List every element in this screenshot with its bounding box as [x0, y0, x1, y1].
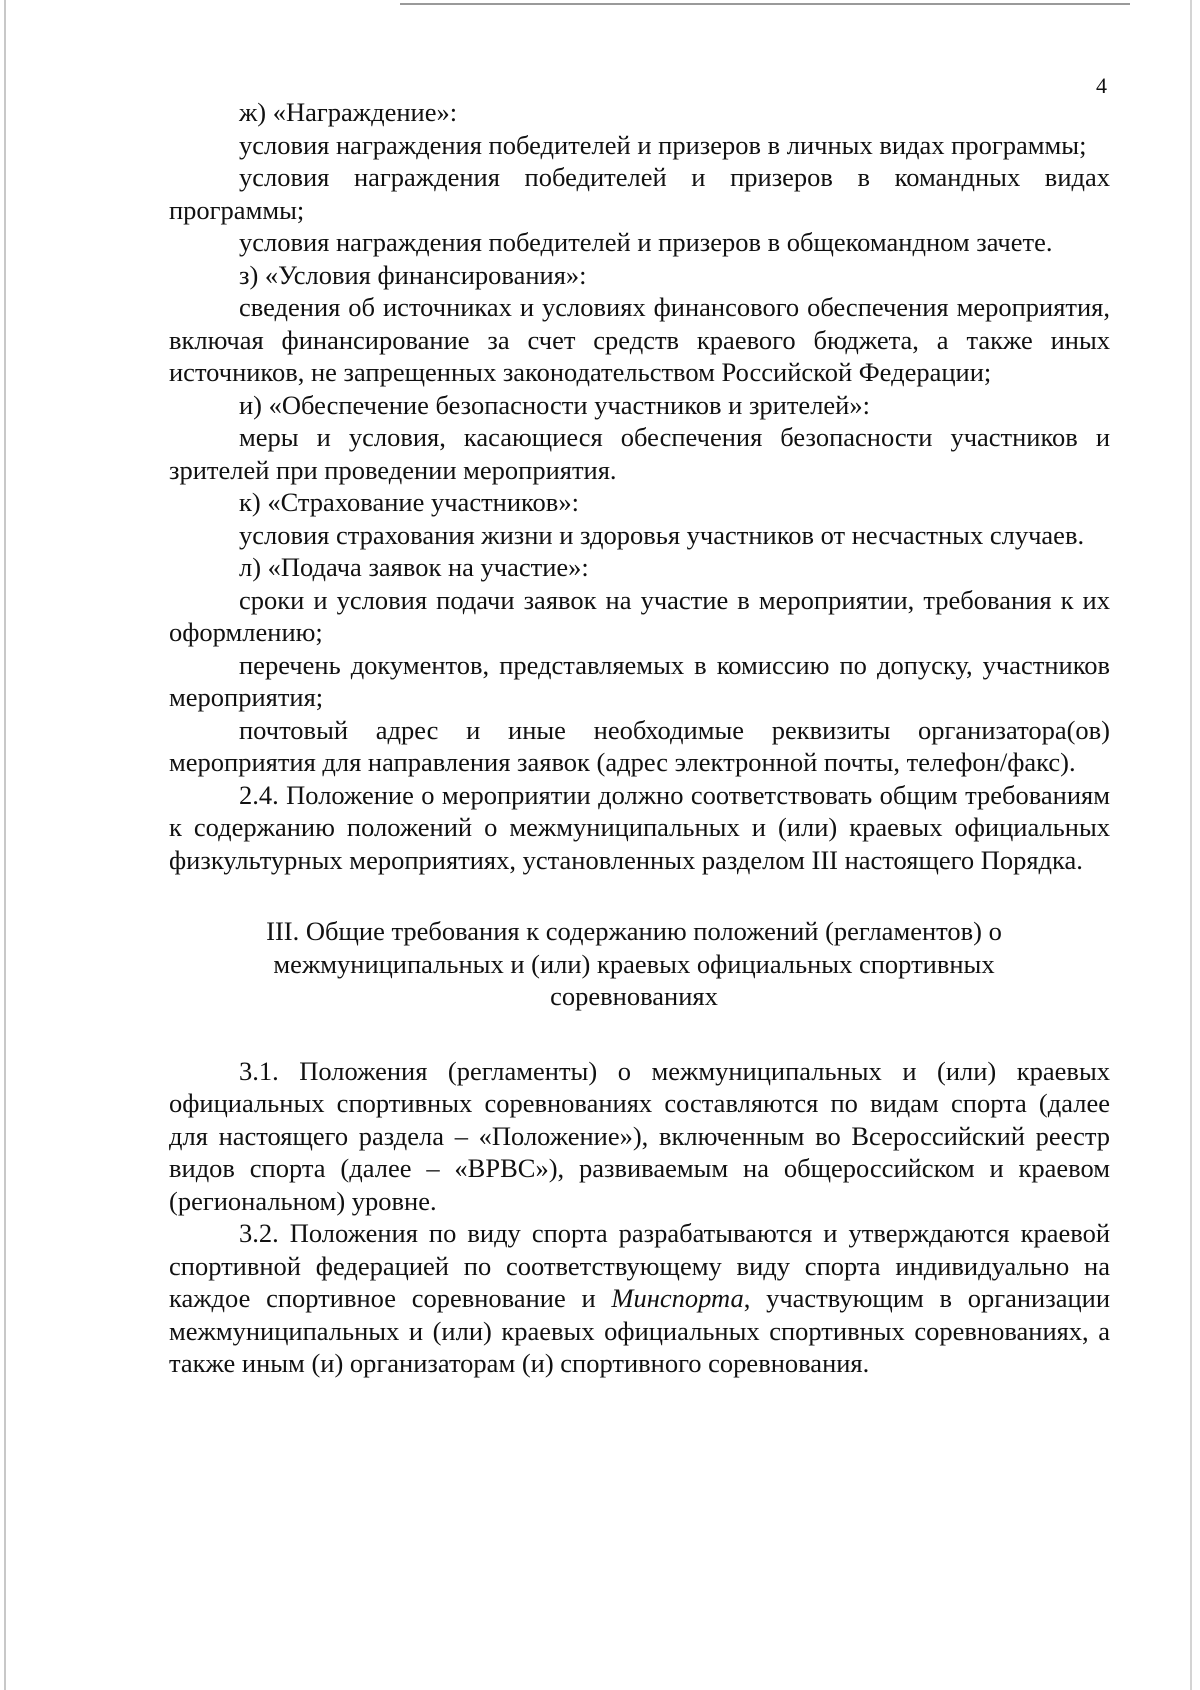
item-i-paragraph-1: меры и условия, касающиеся обеспечения безопасности участников и зрителей при проведении мероприятия.: [169, 422, 1110, 485]
item-zh-heading: ж) «Награждение»:: [239, 97, 458, 127]
item-zh-paragraph-1: условия награждения победителей и призеров в личных видах программы;: [239, 129, 1087, 160]
section-3-heading-line-2: межмуниципальных и (или) краевых официальных спортивных: [273, 948, 995, 979]
paragraph-3-2-text-start: 3.2. Положения по виду спорта разрабатываются и утверждаются краевой спортивной федерацией по соответствующему виду спорта индивидуально на каждое спортивное соревнование и: [169, 1218, 1110, 1313]
scan-left-edge: [4, 0, 6, 1690]
item-k-paragraph-1: условия страхования жизни и здоровья участников от несчастных случаев.: [239, 519, 1085, 550]
item-zh-paragraph-3: условия награждения победителей и призеров в общекомандном зачете.: [239, 227, 1053, 257]
document-body: [169, 96, 1110, 1380]
page-number: 4: [1096, 73, 1107, 98]
paragraph-3-2-text-end: , участвующим в организации межмуниципальных и (или) краевых официальных спортивных соревнованиях, а также иным (и) организаторам (и) спортивного соревнования.: [169, 1283, 1111, 1378]
item-z-paragraph-1: сведения об источниках и условиях финансового обеспечения мероприятия, включая финансирование за счет средств краевого бюджета, а также иных источников, не запрещенных законодательством Российской Федерации;: [169, 292, 1110, 387]
item-l-paragraph-3: почтовый адрес и иные необходимые реквизиты организатора(ов) мероприятия для направления заявок (адрес электронной почты, телефон/факс).: [169, 714, 1110, 777]
paragraph-3-1: 3.1. Положения (регламенты) о межмуниципальных и (или) краевых официальных спортивных соревнованиях составляются по видам спорта (далее для настоящего раздела – «Положение»), включенным во Всероссийский реестр видов спорта (далее – «ВРВС»), развиваемым на общероссийском и краевом (региональном) уровне.: [169, 1055, 1110, 1216]
section-3-heading-line-1: III. Общие требования к содержанию положений (регламентов) о: [266, 916, 1002, 946]
paragraph-3-2: [169, 1217, 1110, 1380]
item-k-heading: к) «Страхование участников»:: [239, 487, 579, 517]
item-i-heading: и) «Обеспечение безопасности участников и зрителей»:: [239, 389, 870, 420]
section-3-heading-line-3: соревнованиях: [550, 981, 718, 1011]
paragraph-3-2-ministry-italic: Минспорта: [611, 1283, 744, 1313]
item-l-paragraph-2: перечень документов, представляемых в комиссию по допуску, участников мероприятия;: [169, 649, 1110, 712]
paragraph-2-4: 2.4. Положение о мероприятии должно соответствовать общим требованиям к содержанию положений о межмуниципальных и (или) краевых официальных физкультурных мероприятиях, установленных разделом III настоящего Порядка.: [169, 779, 1110, 875]
item-l-paragraph-1: сроки и условия подачи заявок на участие в мероприятии, требования к их оформлению;: [169, 584, 1110, 647]
item-z-heading: з) «Условия финансирования»:: [239, 259, 587, 290]
item-zh-paragraph-2: условия награждения победителей и призеров в командных видах программы;: [169, 162, 1110, 225]
scan-top-edge: [400, 3, 1130, 5]
scan-right-edge: [1190, 0, 1192, 1690]
item-l-heading: л) «Подача заявок на участие»:: [239, 552, 589, 582]
